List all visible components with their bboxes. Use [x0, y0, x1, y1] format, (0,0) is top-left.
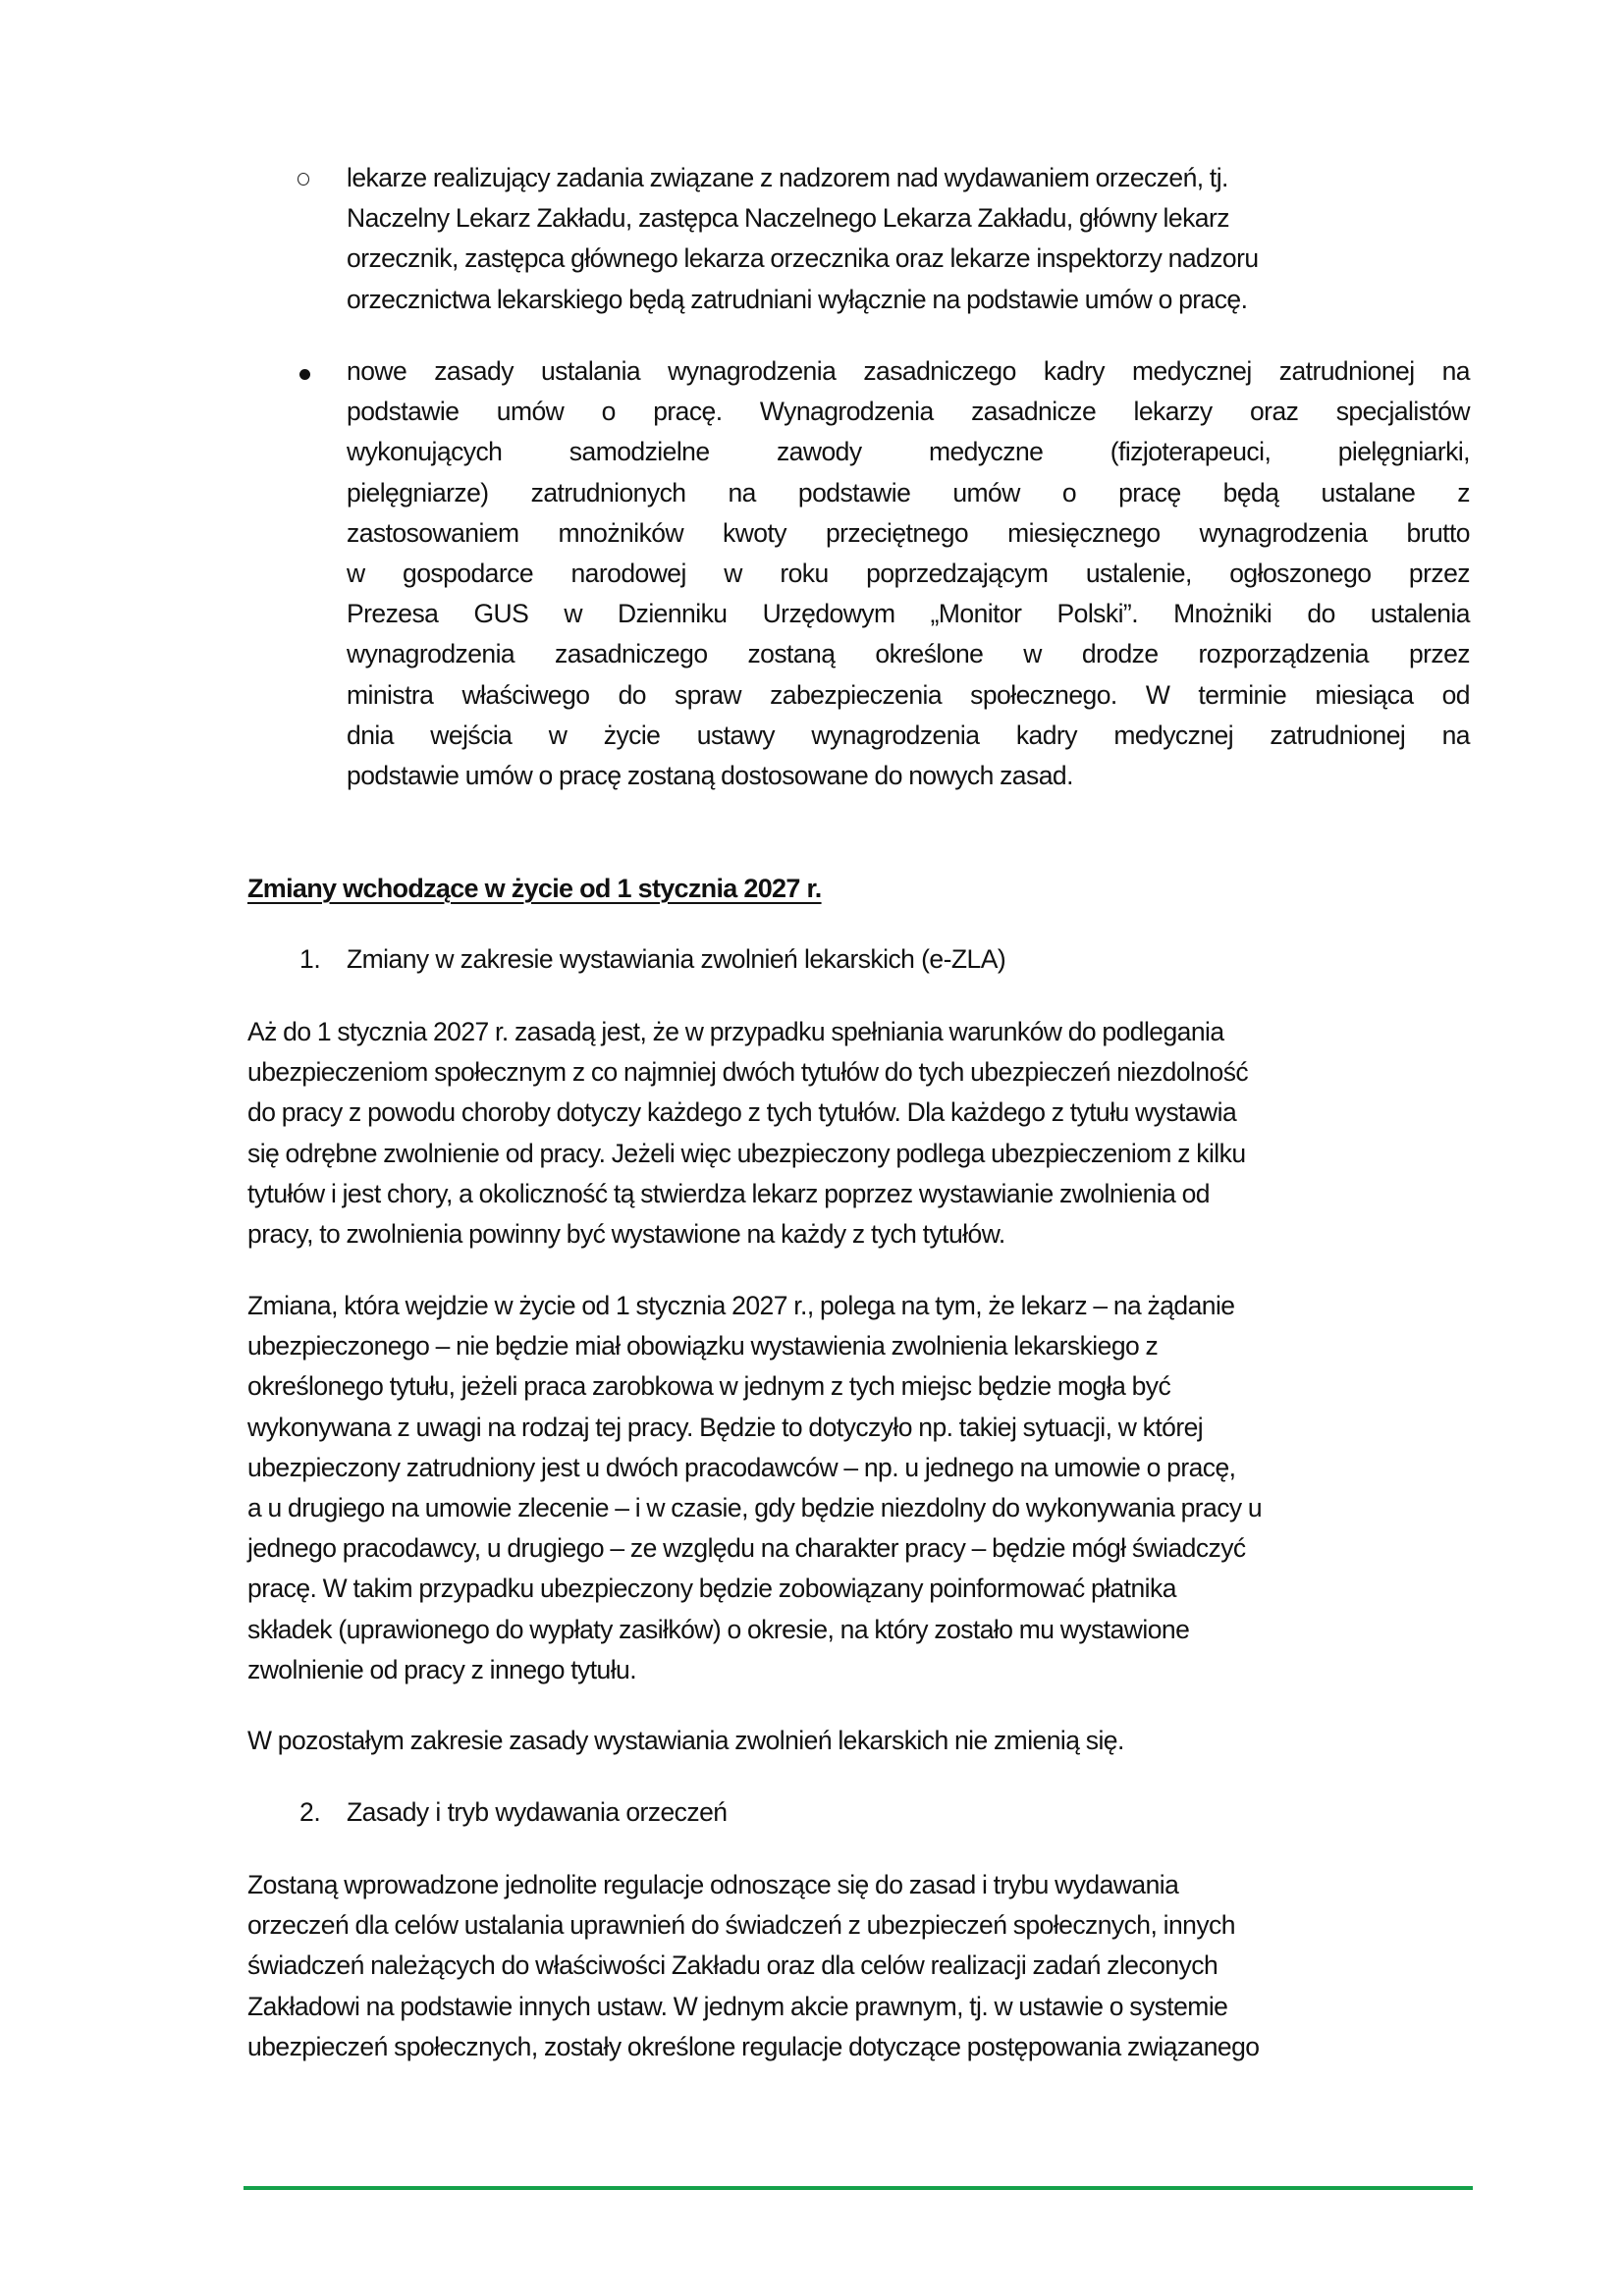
- text-line: wykonywana z uwagi na rodzaj tej pracy. Będzie to dotyczyło np. takiej sytuacji, w której: [247, 1412, 1204, 1442]
- text-line: podstawie umów o pracę. Wynagrodzenia zasadnicze lekarzy oraz specjalistów: [347, 397, 1470, 427]
- text-line: wykonujących samodzielne zawody medyczne (fizjoterapeuci, pielęgniarki,: [347, 437, 1470, 467]
- text-line: świadczeń należących do właściwości Zakładu oraz dla celów realizacji zadań zleconych: [247, 1950, 1218, 1981]
- paragraph: [247, 1286, 1485, 1690]
- list-number: 2.: [299, 1797, 321, 1827]
- text-line: pielęgniarze) zatrudnionych na podstawie umów o pracę będą ustalane z: [347, 477, 1470, 507]
- text-line: wynagrodzenia zasadniczego zostaną określone w drodze rozporządzenia przez: [347, 639, 1470, 669]
- text-line: ubezpieczonego – nie będzie miał obowiązku wystawienia zwolnienia lekarskiego z: [247, 1331, 1159, 1362]
- numbered-item-label: Zasady i tryb wydawania orzeczeń: [347, 1797, 728, 1827]
- text-line: ubezpieczeń społecznych, zostały określone regulacje dotyczące postępowania związanego: [247, 2031, 1260, 2061]
- text-line: dnia wejścia w życie ustawy wynagrodzenia kadry medycznej zatrudnionej na: [347, 720, 1470, 750]
- text-line: orzeczeń dla celów ustalania uprawnień do świadczeń z ubezpieczeń społecznych, innych: [247, 1910, 1235, 1941]
- text-line: Zmiana, która wejdzie w życie od 1 stycznia 2027 r., polega na tym, że lekarz – na żądanie: [247, 1291, 1235, 1320]
- text-line: lekarze realizujący zadania związane z nadzorem nad wydawaniem orzeczeń, tj.: [347, 163, 1228, 192]
- text-line: jednego pracodawcy, u drugiego – ze względu na charakter pracy – będzie mógł świadczyć: [247, 1533, 1246, 1564]
- text-line: pracy, to zwolnienia powinny być wystawione na każdy z tych tytułów.: [247, 1219, 1005, 1250]
- paragraph: [247, 1721, 1485, 1761]
- text-line: ubezpieczony zatrudniony jest u dwóch pracodawców – np. u jednego na umowie o pracę,: [247, 1452, 1236, 1482]
- text-line: składek (uprawionego do wypłaty zasiłków) o okresie, na który zostało mu wystawione: [247, 1614, 1190, 1644]
- text-line: Zakładowi na podstawie innych ustaw. W jednym akcie prawnym, tj. w ustawie o systemie: [247, 1991, 1228, 2021]
- text-line: do pracy z powodu choroby dotyczy każdego z tych tytułów. Dla każdego z tytułu wystawia: [247, 1097, 1237, 1128]
- list-number: 1.: [299, 944, 321, 974]
- text-line: a u drugiego na umowie zlecenie – i w czasie, gdy będzie niezdolny do wykonywania pracy u: [247, 1493, 1263, 1523]
- text-line: orzecznik, zastępca głównego lekarza orzecznika oraz lekarze inspektorzy nadzoru: [347, 243, 1259, 274]
- text-line: Prezesa GUS w Dzienniku Urzędowym „Monitor Polski”. Mnożniki do ustalenia: [347, 599, 1470, 629]
- text-line: podstawie umów o pracę zostaną dostosowane do nowych zasad.: [347, 761, 1073, 791]
- text-line: nowe zasady ustalania wynagrodzenia zasadniczego kadry medycznej zatrudnionej na: [347, 356, 1470, 386]
- bullet-item: [347, 351, 1470, 796]
- section-heading: Zmiany wchodzące w życie od 1 stycznia 2027 r.: [247, 874, 822, 903]
- text-line: zastosowaniem mnożników kwoty przeciętnego miesięcznego wynagrodzenia brutto: [347, 517, 1470, 548]
- text-line: tytułów i jest chory, a okoliczność tą stwierdza lekarz poprzez wystawianie zwolnienia od: [247, 1178, 1210, 1208]
- text-line: pracę. W takim przypadku ubezpieczony będzie zobowiązany poinformować płatnika: [247, 1574, 1176, 1604]
- text-line: ministra właściwego do spraw zabezpieczenia społecznego. W terminie miesiąca od: [347, 679, 1470, 710]
- text-line: zwolnienie od pracy z innego tytułu.: [247, 1654, 637, 1684]
- text-line: Naczelny Lekarz Zakładu, zastępca Naczelnego Lekarza Zakładu, główny lekarz: [347, 203, 1229, 234]
- paragraph: [247, 1012, 1485, 1255]
- paragraph: [247, 1865, 1485, 2067]
- text-line: Zostaną wprowadzone jednolite regulacje odnoszące się do zasad i trybu wydawania: [247, 1870, 1179, 1899]
- text-line: się odrębne zwolnienie od pracy. Jeżeli więc ubezpieczony podlega ubezpieczeniom z kilku: [247, 1138, 1246, 1168]
- text-line: ubezpieczeniom społecznym z co najmniej dwóch tytułów do tych ubezpieczeń niezdolność: [247, 1057, 1249, 1088]
- text-line: w gospodarce narodowej w roku poprzedzającym ustalenie, ogłoszonego przez: [347, 559, 1470, 589]
- filled-bullet-icon: [299, 369, 310, 380]
- text-line: orzecznictwa lekarskiego będą zatrudniani wyłącznie na podstawie umów o pracę.: [347, 284, 1248, 314]
- numbered-item-label: Zmiany w zakresie wystawiania zwolnień lekarskich (e-ZLA): [347, 944, 1006, 974]
- circle-bullet-icon: [298, 173, 309, 186]
- footer-divider: [244, 2186, 1473, 2190]
- sub-bullet-item: [347, 158, 1476, 320]
- text-line: Aż do 1 stycznia 2027 r. zasadą jest, że w przypadku spełniania warunków do podlegania: [247, 1017, 1224, 1046]
- text-line: określonego tytułu, jeżeli praca zarobkowa w jednym z tych miejsc będzie mogła być: [247, 1371, 1171, 1402]
- text-line: W pozostałym zakresie zasady wystawiania zwolnień lekarskich nie zmienią się.: [247, 1726, 1124, 1755]
